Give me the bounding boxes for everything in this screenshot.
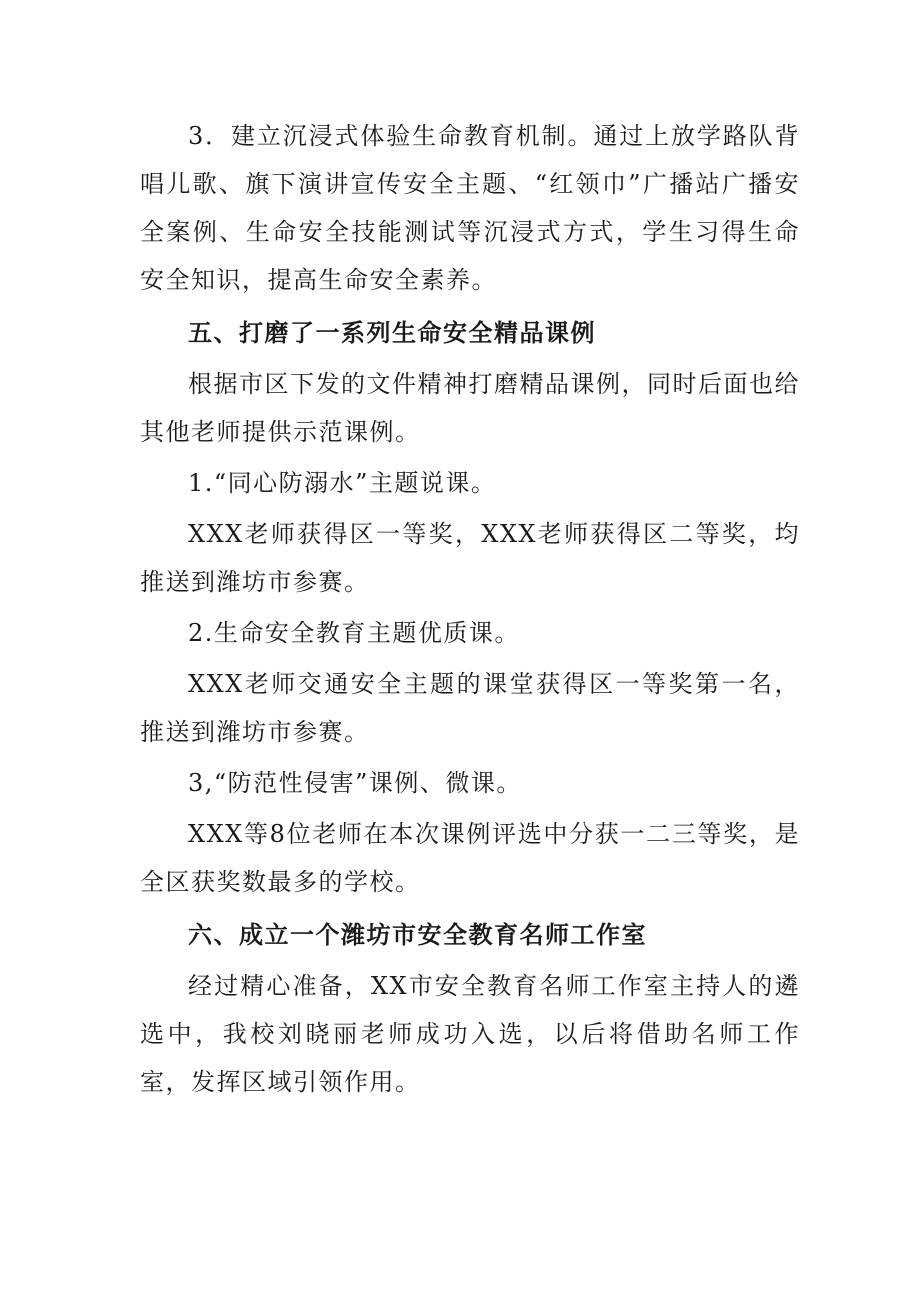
paragraph-section-5-intro: 根据市区下发的文件精神打磨精品课例，同时后面也给其他老师提供示范课例。	[140, 370, 800, 446]
list-item-2-title: 2.生命安全教育主题优质课。	[188, 619, 520, 647]
list-item-1-title: 1.“同心防溺水”主题说课。	[188, 469, 497, 497]
section-heading-5: 五、打磨了一系列生命安全精品课例	[188, 319, 596, 347]
section-heading-6: 六、成立一个潍坊市安全教育名师工作室	[188, 921, 647, 949]
paragraph-item-3-immersive-mechanism: 3．建立沉浸式体验生命教育机制。通过上放学路队背唱儿歌、旗下演讲宣传安全主题、“红领巾”广播站广播安全案例、生命安全技能测试等沉浸式方式，学生习得生命安全知识，提高生命安全素养。	[140, 122, 800, 294]
list-item-3-detail: XXX等8位老师在本次课例评选中分获一二三等奖，是全区获奖数最多的学校。	[140, 820, 800, 896]
paragraph-section-6-detail: 经过精心准备，XX市安全教育名师工作室主持人的遴选中，我校刘晓丽老师成功入选，以后将借助名师工作室，发挥区域引领作用。	[140, 972, 800, 1096]
list-item-2-detail: XXX老师交通安全主题的课堂获得区一等奖第一名，推送到潍坊市参赛。	[140, 670, 800, 746]
list-item-1-detail: XXX老师获得区一等奖，XXX老师获得区二等奖，均推送到潍坊市参赛。	[140, 520, 800, 596]
list-item-3-title: 3,“防范性侵害”课例、微课。	[188, 769, 522, 797]
document-body	[140, 112, 800, 1106]
